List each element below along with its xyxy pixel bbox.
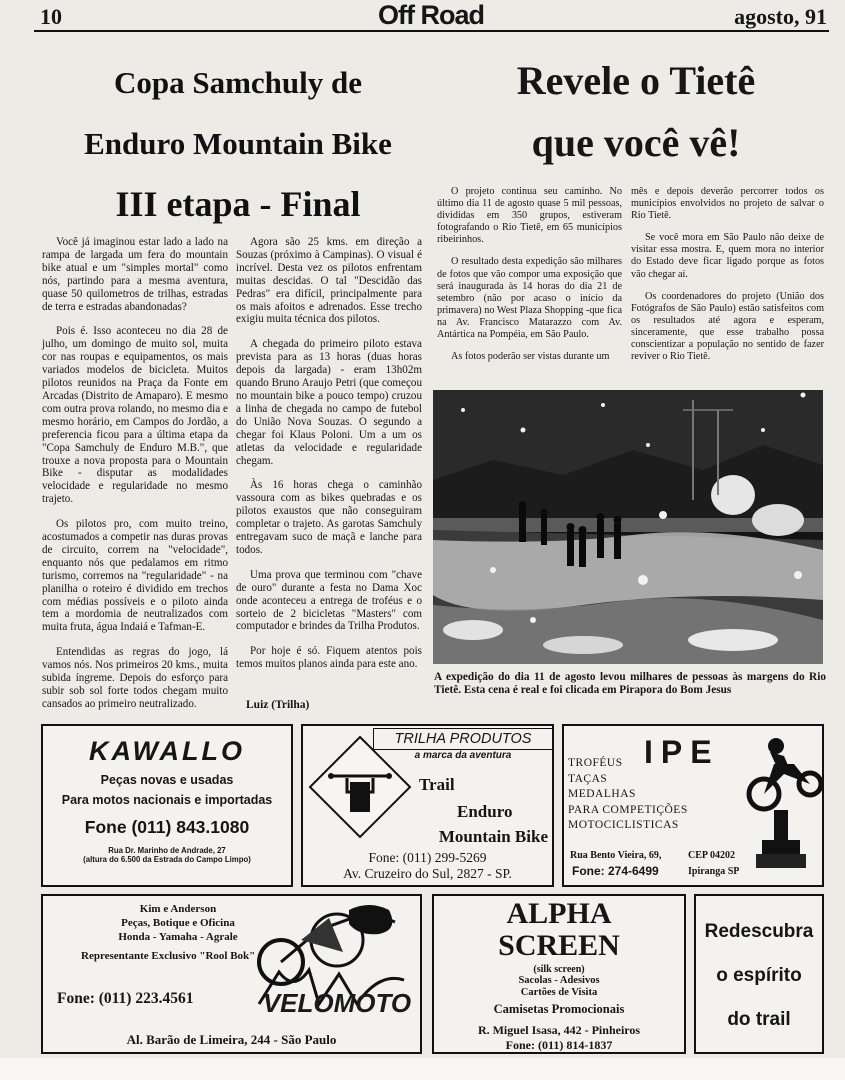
trilha-logo: TRILHA PRODUTOS <box>373 728 553 750</box>
velomoto-phone: Fone: (011) 223.4561 <box>57 990 194 1007</box>
trilha-phone: Fone: (011) 299-5269 <box>368 850 487 865</box>
ad-alpha-screen <box>432 894 686 1054</box>
paragraph: Agora são 25 kms. em direção a Souzas (próximo à Campinas). O visual é incrível. Desta vez os pilotos enfrentam muitas descidas. O tal "Descidão das Pedras" era difícil, principalmente para os mais afoitos e adrenados. Esse trecho exigiu muita técnica dos pilotos. <box>236 236 422 326</box>
ad-velomoto <box>41 894 422 1054</box>
trilha-diamond-bike-icon <box>307 734 413 840</box>
ipe-phone: Fone: 274-6499 <box>572 864 659 878</box>
alpha-address: R. Miguel Isasa, 442 - Pinheiros <box>477 1023 641 1037</box>
kawallo-logo: KAWALLO <box>89 736 245 766</box>
ad-ipe <box>562 724 824 887</box>
paragraph: As fotos poderão ser vistas durante um <box>451 351 610 363</box>
velomoto-address: Al. Barão de Limeira, 244 - São Paulo <box>126 1032 337 1047</box>
velomoto-line-3: Honda - Yamaha - Agrale <box>118 931 238 943</box>
velomoto-line-1: Kim e Anderson <box>139 903 217 915</box>
paragraph: Às 16 horas chega o caminhão vassoura com as bikes quebradas e os pilotos exaustos que não conseguiram completar o trajeto. As garotas Samchuly entregavam suco de maçã e lanche para todos. <box>236 479 422 556</box>
title-line-2: Enduro Mountain Bike <box>84 126 392 161</box>
ipe-cep: CEP 04202 <box>688 850 735 861</box>
kawallo-phone: Fone (011) 843.1080 <box>84 817 250 837</box>
page-bottom-margin <box>0 1058 845 1080</box>
redescubra-line-2: o espírito <box>716 965 802 986</box>
article-signature: Luiz (Trilha) <box>246 699 310 711</box>
issue-date: agosto, 91 <box>734 4 827 29</box>
velomoto-line-2: Peças, Botique e Oficina <box>121 917 235 929</box>
velomoto-line-4: Representante Exclusivo "Rool Bok" <box>81 950 256 962</box>
ipe-item: TROFÉUS <box>568 757 623 769</box>
ipe-logo: IPE <box>644 734 720 770</box>
trilha-address: Av. Cruzeiro do Sul, 2827 - SP. <box>343 866 512 881</box>
alpha-line-1: ALPHA <box>506 897 612 930</box>
redescubra-line-3: do trail <box>727 1009 791 1030</box>
newspaper-logo: Off Road <box>378 0 484 30</box>
ipe-item: PARA COMPETIÇÕES <box>568 803 688 816</box>
tiete-photo <box>433 390 823 664</box>
right-article-column-2 <box>631 186 824 373</box>
ad-trilha-produtos <box>301 724 554 887</box>
left-article-column-2 <box>236 236 422 683</box>
ad-redescubra <box>694 894 824 1054</box>
title-line-1: Revele o Tietê <box>516 58 756 103</box>
title-line-2: que você vê! <box>531 120 741 165</box>
title-line-3: III etapa - Final <box>115 184 361 224</box>
paragraph: O resultado desta expedição são milhares de fotos que vão compor uma exposição que será inaugurada às 14 horas do dia 21 de setembro (não por acaso o início da primavera) no West Plaza Shopping -que fica na Av. Francisco Matarazzo com Av. Antártica na Pompéia, em São Paulo. <box>437 256 622 341</box>
alpha-phone: Fone: (011) 814-1837 <box>505 1038 613 1052</box>
trilha-line-2: Enduro <box>457 802 513 821</box>
paragraph: Uma prova que terminou com "chave de ouro" durante a festa no Dama Xoc onde aconteceu a entrega de troféus e o sorteio de 2 bicicletas "Masters" com computador e brindes da Trilha Produtos. <box>236 568 422 633</box>
ipe-item: TAÇAS <box>568 772 608 785</box>
alpha-line-3: (silk screen) <box>533 964 585 975</box>
right-article-column-1 <box>437 186 622 373</box>
paragraph: Os pilotos pro, com muito treino, acostumados a competir nas duras provas de circuito, correm na "velocidade", enquanto nós que pedalamos em ritmo turismo, corremos na "regularidade" - na planilha o roteiro é dividido em trechos com médias possíveis e o piloto ainda tem a mordomia de neutralizados com muita fruta, água Indaiá e Tafman-E. <box>42 518 228 634</box>
ipe-address: Rua Bento Vieira, 69, <box>570 850 662 861</box>
paragraph: Se você mora em São Paulo não deixe de visitar essa mostra. E, quem mora no interior do Estado deve ficar ligado porque as fotos vão chegar aí. <box>631 232 824 280</box>
header-rule <box>34 30 829 32</box>
ipe-item-list <box>568 756 688 834</box>
kawallo-line-1: Peças novas e usadas <box>100 773 234 787</box>
trilha-line-1: Trail <box>419 775 455 794</box>
trophy-motorcycle-icon <box>744 734 822 874</box>
photo-caption: A expedição do dia 11 de agosto levou milhares de pessoas às margens do Rio Tietê. Esta cena é real e foi clicada em Pirapora do Bom Jesus <box>434 671 826 697</box>
kawallo-line-2: Para motos nacionais e importadas <box>61 793 273 807</box>
alpha-line-2: SCREEN <box>498 929 620 962</box>
paragraph: Entendidas as regras do jogo, lá vamos nós. Nos primeiros 20 kms., muita subida íngreme. Depois do esforço para subir sob sol forte todos chegam muito cansados ao primeiro neutralizado. <box>42 646 228 710</box>
alpha-line-6: Camisetas Promocionais <box>493 1002 625 1016</box>
paragraph: O projeto continua seu caminho. No último dia 11 de agosto quase 5 mil pessoas, divididas em 350 grupos, estiveram fotografando o Rio Tietê, em 65 municípios ribeirinhos. <box>437 186 622 246</box>
trilha-tagline: a marca da aventura <box>414 750 512 761</box>
kawallo-address-note: (altura do 6.500 da Estrada do Campo Limpo) <box>83 855 251 864</box>
kawallo-address: Rua Dr. Marinho de Andrade, 27 <box>108 846 226 855</box>
left-article-title <box>38 52 438 235</box>
title-line-1: Copa Samchuly de <box>113 65 363 100</box>
ipe-item: MOTOCICLISTICAS <box>568 819 679 831</box>
paragraph: Os coordenadores do projeto (União dos Fotógrafos de São Paulo) estão satisfeitos com os resultados até agora e esperam, sinceramente, que esse trabalho possa conscientizar a população no sentido de fazer reviver o Rio Tietê. <box>631 290 824 363</box>
paragraph: mês e depois deverão percorrer todos os municípios envolvidos no projeto de salvar o Rio Tietê. <box>631 186 824 222</box>
trilha-line-3: Mountain Bike <box>438 827 548 846</box>
redescubra-line-1: Redescubra <box>704 921 814 942</box>
paragraph: Você já imaginou estar lado a lado na rampa de largada um fera do mountain bike atual e um "simples mortal" como nós, partindo para a mesma aventura, quase 50 quilometros de trilhas, estradas de terra e estradas abandonadas? <box>42 236 228 313</box>
ipe-item: MEDALHAS <box>568 788 636 800</box>
left-article-column-1 <box>42 236 228 723</box>
paragraph: A chegada do primeiro piloto estava prevista para as 13 horas (duas horas depois da largada) - eram 13h02m quando Bruno Araujo Petri (que começou no mountain bike a pouco tempo) cruzou a linha de chegada no campo de futebol do União Nova Souzas. O segundo a chegar foi Klaus Poloni. Um a um os atletas da velocidade e regularidade chegam. <box>236 338 422 467</box>
right-article-title <box>430 50 842 174</box>
page-number: 10 <box>40 4 62 29</box>
alpha-line-4: Sacolas - Adesivos <box>518 975 600 986</box>
ad-kawallo <box>41 724 293 887</box>
paragraph: Por hoje é só. Fiquem atentos pois temos muitos planos ainda para este ano. <box>236 645 422 671</box>
velomoto-wordmark: VELOMOTO <box>262 988 412 1018</box>
alpha-line-5: Cartões de Visita <box>520 986 598 998</box>
ipe-district: Ipiranga SP <box>688 866 740 877</box>
paragraph: Pois é. Isso aconteceu no dia 28 de julho, um domingo de muito sol, muita cor nas roupas e equipamentos, os mais variados modelos de bicicleta. Muitos pilotos reunidos na Praça da Fonte em Arcadas (Distrito de Amaparo). E mesmo com outra prova rolando, no mesmo dia e mesmo horário, em Campos do Jordão, a preferencia ficou para a última etapa da "Copa Samchuly de Enduro M.B.", que trouxe a nova proposta para o Mountain Bike - disputar as modalidades velocidade e regularidade no mesmo trajeto. <box>42 325 228 506</box>
